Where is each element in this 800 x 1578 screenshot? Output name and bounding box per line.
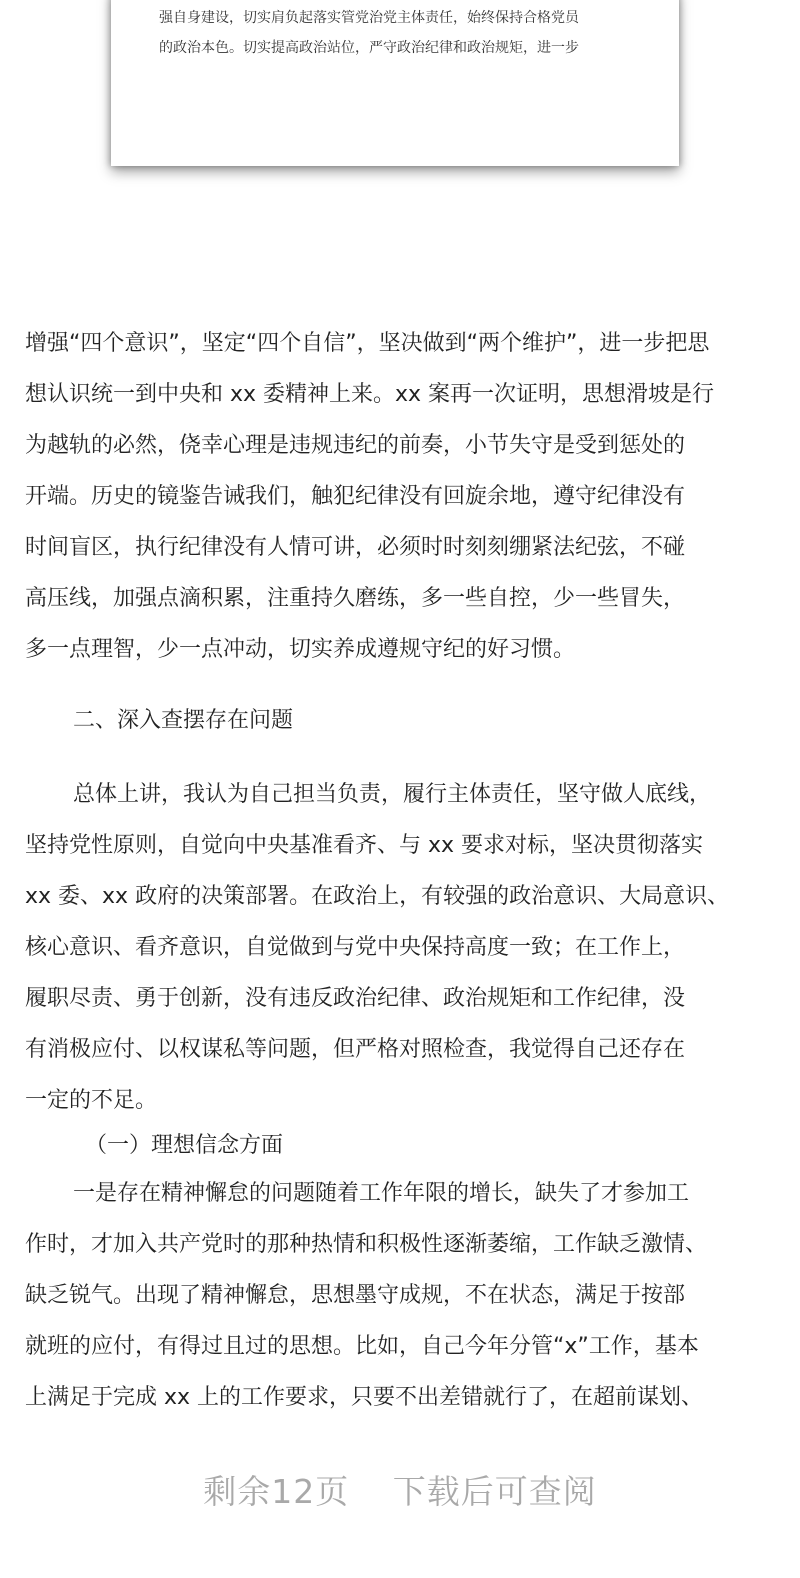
section-heading bbox=[25, 695, 777, 746]
download-prompt[interactable] bbox=[0, 1466, 800, 1513]
text-line: 高压线，加强点滴积累，注重持久磨练，多一些自控，少一些冒失， bbox=[25, 586, 686, 611]
document-body bbox=[25, 318, 777, 675]
text-line: 增强“四个意识”，坚定“四个自信”，坚决做到“两个维护”，进一步把思 bbox=[25, 331, 710, 356]
text-line: 时间盲区，执行纪律没有人情可讲，必须时时刻刻绷紧法纪弦，不碰 bbox=[25, 535, 686, 560]
text-line: 想认识统一到中央和 xx 委精神上来。xx 案再一次证明，思想滑坡是行 bbox=[25, 382, 715, 407]
text-line: 一是存在精神懈怠的问题随着工作年限的增长，缺失了才参加工 bbox=[73, 1181, 690, 1206]
text-line: 一定的不足。 bbox=[25, 1088, 158, 1113]
text-line: 为越轨的必然，侥幸心理是违规违纪的前奏，小节失守是受到惩处的 bbox=[25, 433, 686, 458]
text-line: 缺乏锐气。出现了精神懈怠，思想墨守成规，不在状态，满足于按部 bbox=[25, 1283, 686, 1308]
card-line: 的政治本色。切实提高政治站位，严守政治纪律和政治规矩，进一步 bbox=[159, 40, 579, 56]
text-line: 就班的应付，有得过且过的思想。比如，自己今年分管“x”工作，基本 bbox=[25, 1334, 699, 1359]
text-line: 总体上讲，我认为自己担当负责，履行主体责任，坚守做人底线， bbox=[73, 782, 712, 807]
card-line: 强自身建设，切实肩负起落实管党治党主体责任，始终保持合格党员 bbox=[159, 10, 579, 26]
preview-card bbox=[111, 0, 679, 166]
remaining-pages-label: 剩余12页 bbox=[203, 1472, 350, 1511]
heading-two: 二、深入查摆存在问题 bbox=[73, 708, 294, 733]
subheading bbox=[25, 1120, 777, 1171]
text-line: 履职尽责、勇于创新，没有违反政治纪律、政治规矩和工作纪律，没 bbox=[25, 986, 686, 1011]
subheading-one: （一）理想信念方面 bbox=[85, 1133, 284, 1158]
text-line: 坚持党性原则，自觉向中央基准看齐、与 xx 要求对标，坚决贯彻落实 bbox=[25, 833, 704, 858]
text-line: xx 委、xx 政府的决策部署。在政治上，有较强的政治意识、大局意识、 bbox=[25, 884, 730, 909]
text-line: 有消极应付、以权谋私等问题，但严格对照检查，我觉得自己还存在 bbox=[25, 1037, 686, 1062]
document-body-2 bbox=[25, 769, 777, 1126]
text-line: 核心意识、看齐意识，自觉做到与党中央保持高度一致；在工作上， bbox=[25, 935, 686, 960]
text-line: 上满足于完成 xx 上的工作要求，只要不出差错就行了，在超前谋划、 bbox=[25, 1385, 704, 1410]
text-line: 开端。历史的镜鉴告诫我们，触犯纪律没有回旋余地，遵守纪律没有 bbox=[25, 484, 686, 509]
download-hint-label: 下载后可查阅 bbox=[392, 1472, 597, 1511]
text-line: 多一点理智，少一点冲动，切实养成遵规守纪的好习惯。 bbox=[25, 637, 576, 662]
text-line: 作时，才加入共产党时的那种热情和积极性逐渐萎缩，工作缺乏激情、 bbox=[25, 1232, 708, 1257]
document-body-3 bbox=[25, 1168, 777, 1423]
